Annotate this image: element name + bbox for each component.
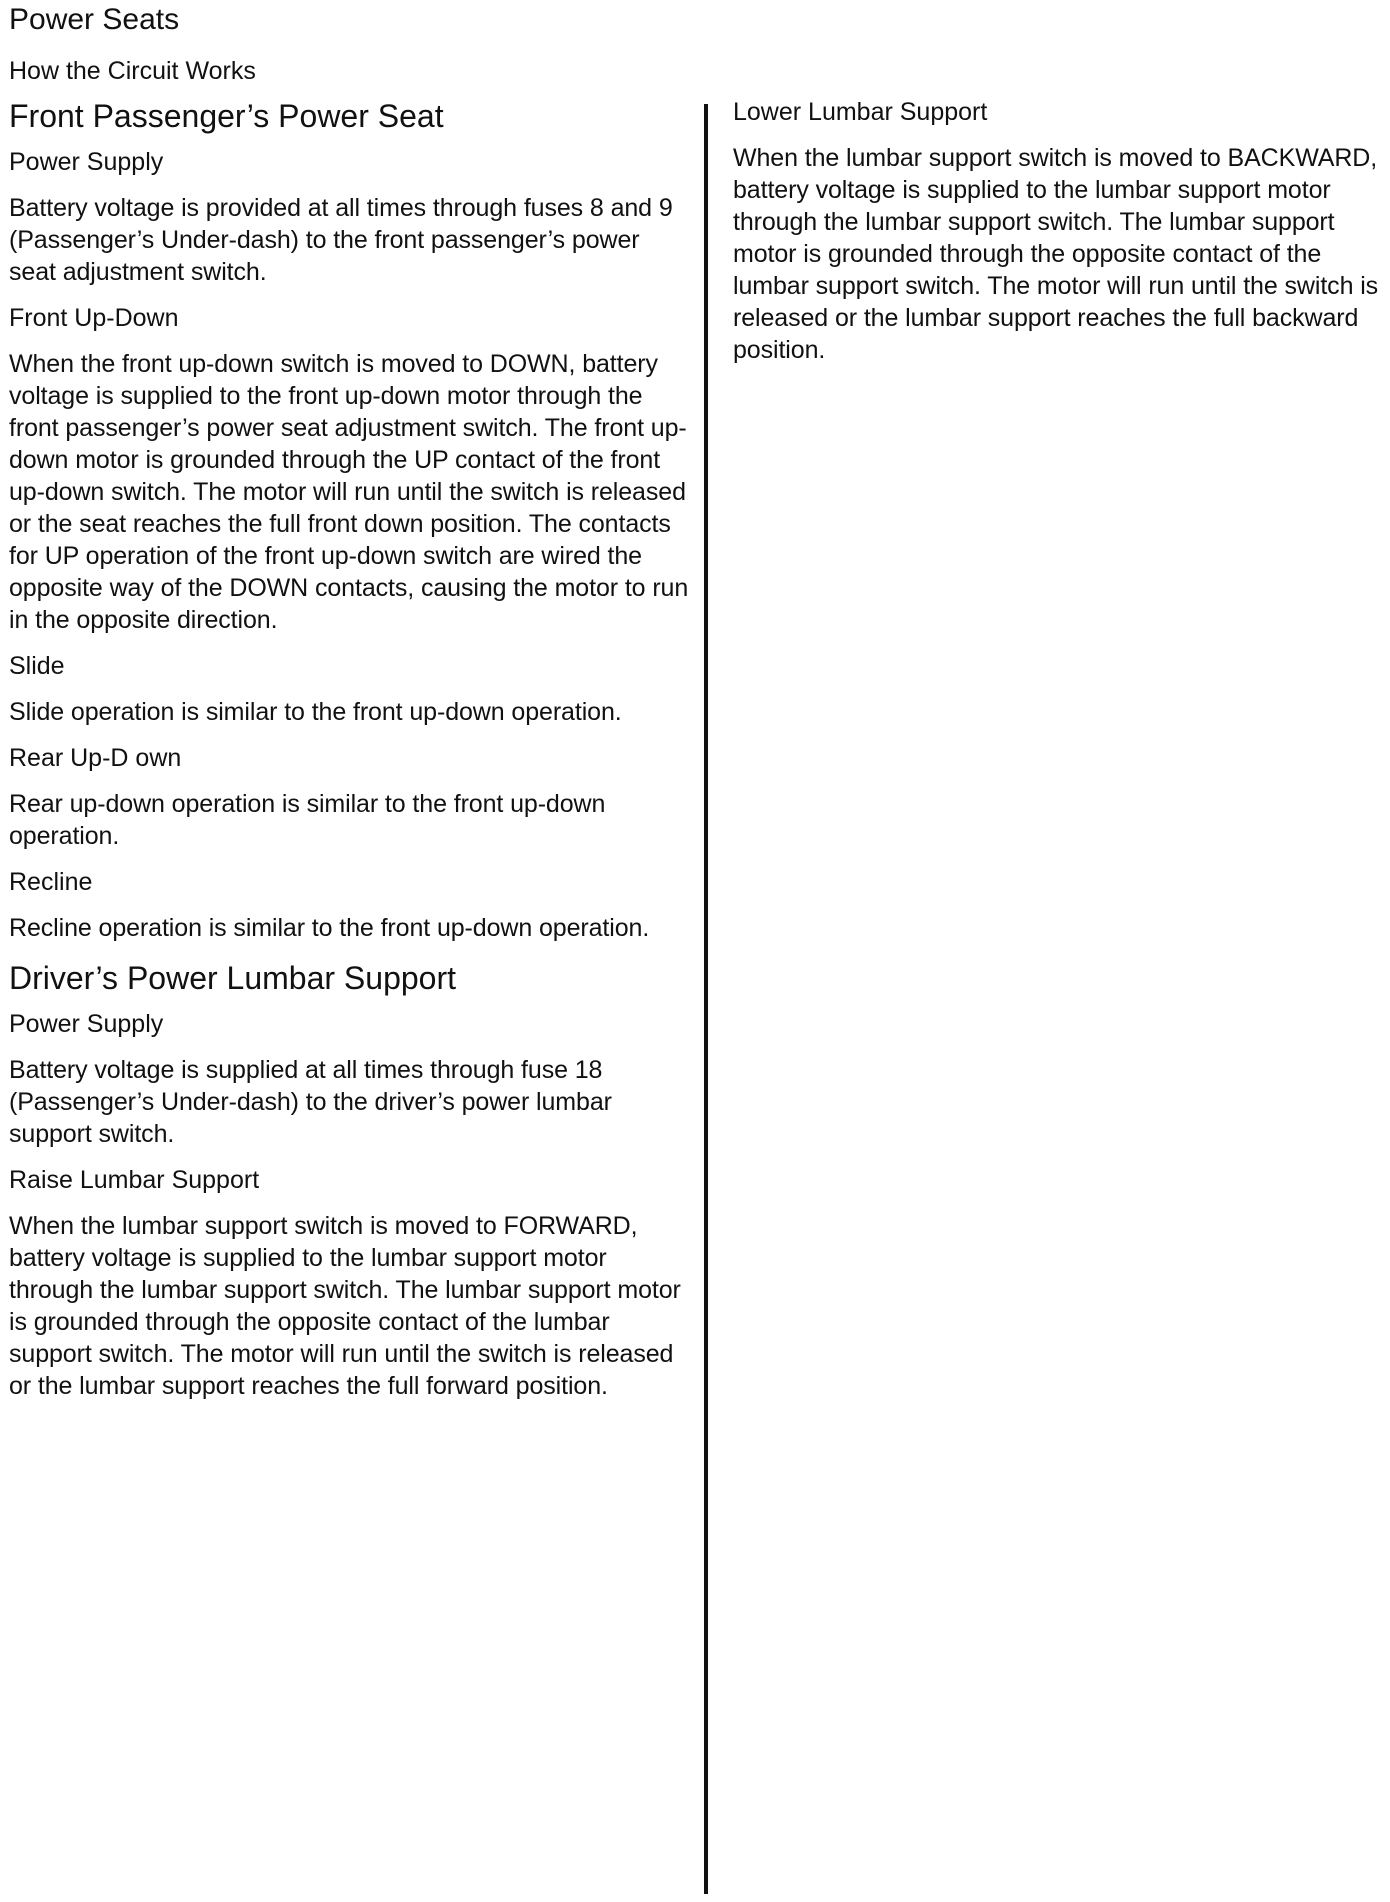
heading-raise-lumbar-support: Raise Lumbar Support — [9, 1166, 260, 1194]
section-title-front-passenger-seat: Front Passenger’s Power Seat — [9, 98, 444, 134]
paragraph-lumbar-power-supply: Battery voltage is supplied at all times through fuse 18 (Passenger’s Under-dash) to the driver’s power lumbar support switch. — [9, 1056, 612, 1148]
paragraph-front-up-down: When the front up-down switch is moved to DOWN, battery voltage is supplied to the front up-down motor through the front passenger’s power seat adjustment switch. The front up-down motor is grounded through the UP contact of the front up-down switch. The motor will run until the switch is released or the seat reaches the full front down position. The contacts for UP operation of the front up-down switch are wired the opposite way of the DOWN contacts, causing the motor to run in the opposite direction. — [9, 350, 689, 634]
heading-recline: Recline — [9, 868, 93, 896]
paragraph-lower-lumbar-support: When the lumbar support switch is moved to BACKWARD, battery voltage is supplied to the lumbar support motor through the lumbar support switch. The lumbar support motor is grounded through the opposite contact of the lumbar support switch. The motor will run until the switch is released or the lumbar support reaches the full backward position. — [733, 144, 1379, 364]
paragraph-recline: Recline operation is similar to the front up-down operation. — [9, 914, 650, 942]
paragraph-slide: Slide operation is similar to the front up-down operation. — [9, 698, 622, 726]
column-divider — [704, 104, 708, 1894]
page-title: Power Seats — [9, 3, 180, 36]
heading-slide: Slide — [9, 652, 65, 680]
heading-rear-up-down: Rear Up-D own — [9, 744, 182, 772]
paragraph-raise-lumbar-support: When the lumbar support switch is moved to FORWARD, battery voltage is supplied to the lumbar support motor through the lumbar support switch. The lumbar support motor is grounded through the opposite contact of the lumbar support switch. The motor will run until the switch is released or the lumbar support reaches the full forward position. — [9, 1212, 681, 1400]
paragraph-power-supply: Battery voltage is provided at all times through fuses 8 and 9 (Passenger’s Under-dash) to the front passenger’s power seat adjustment switch. — [9, 194, 673, 286]
heading-lumbar-power-supply: Power Supply — [9, 1010, 164, 1038]
right-column — [733, 96, 1388, 380]
page-subtitle: How the Circuit Works — [9, 57, 256, 85]
paragraph-rear-up-down: Rear up-down operation is similar to the front up-down operation. — [9, 790, 606, 850]
heading-lower-lumbar-support: Lower Lumbar Support — [733, 98, 988, 126]
left-column — [9, 96, 689, 1416]
heading-front-up-down: Front Up-Down — [9, 304, 179, 332]
heading-power-supply: Power Supply — [9, 148, 164, 176]
section-title-driver-lumbar-support: Driver’s Power Lumbar Support — [9, 960, 456, 996]
